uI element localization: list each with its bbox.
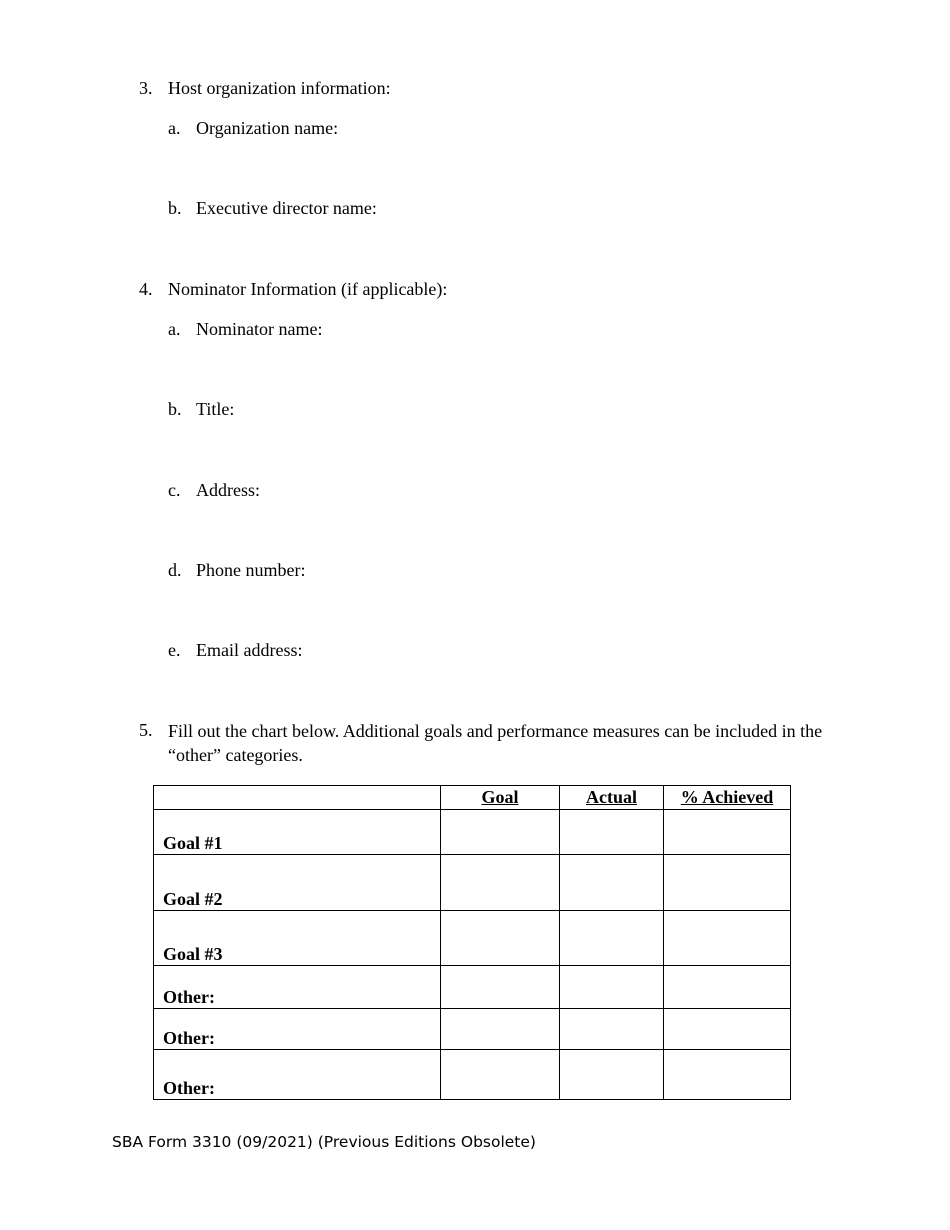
table-header-row: [154, 786, 791, 810]
table-row: [154, 810, 791, 855]
goal-cell[interactable]: [441, 1050, 560, 1100]
goal-cell[interactable]: [441, 966, 560, 1009]
section-3-number: 3.: [139, 78, 153, 98]
actual-cell[interactable]: [560, 911, 664, 966]
section-4-title: Nominator Information (if applicable):: [168, 279, 448, 299]
goal-cell[interactable]: [441, 855, 560, 911]
actual-cell[interactable]: [560, 966, 664, 1009]
row-label-other-2: Other:: [154, 1009, 441, 1050]
section-4b-letter: b.: [168, 399, 182, 419]
table-row: [154, 1009, 791, 1050]
table-row: [154, 855, 791, 911]
row-label-other-1: Other:: [154, 966, 441, 1009]
form-footer: SBA Form 3310 (09/2021) (Previous Editions Obsolete): [112, 1133, 536, 1151]
organization-name-label: Organization name:: [196, 118, 339, 138]
goals-table: [153, 785, 791, 1100]
achieved-cell[interactable]: [664, 966, 791, 1009]
achieved-cell[interactable]: [664, 911, 791, 966]
section-4d-letter: d.: [168, 560, 182, 580]
row-label-other-3: Other:: [154, 1050, 441, 1100]
section-4c-letter: c.: [168, 480, 181, 500]
phone-number-label: Phone number:: [196, 560, 306, 580]
nominator-name-label: Nominator name:: [196, 319, 323, 339]
header-blank: [154, 786, 441, 810]
row-label-goal-3: Goal #3: [154, 911, 441, 966]
title-label: Title:: [196, 399, 235, 419]
actual-cell[interactable]: [560, 1009, 664, 1050]
section-4-number: 4.: [139, 279, 153, 299]
section-3a-letter: a.: [168, 118, 181, 138]
header-goal: Goal: [441, 786, 560, 810]
section-3b-letter: b.: [168, 198, 182, 218]
section-5-instructions: Fill out the chart below. Additional goals and performance measures can be included in the “other” categories.: [168, 721, 823, 765]
goal-cell[interactable]: [441, 1009, 560, 1050]
section-4e-letter: e.: [168, 640, 181, 660]
achieved-cell[interactable]: [664, 855, 791, 911]
section-4a-letter: a.: [168, 319, 181, 339]
goal-cell[interactable]: [441, 810, 560, 855]
actual-cell[interactable]: [560, 855, 664, 911]
section-3-title: Host organization information:: [168, 78, 391, 98]
executive-director-label: Executive director name:: [196, 198, 377, 218]
actual-cell[interactable]: [560, 1050, 664, 1100]
actual-cell[interactable]: [560, 810, 664, 855]
header-actual: Actual: [560, 786, 664, 810]
row-label-goal-1: Goal #1: [154, 810, 441, 855]
header-percent-achieved: % Achieved: [664, 786, 791, 810]
email-address-label: Email address:: [196, 640, 303, 660]
achieved-cell[interactable]: [664, 1009, 791, 1050]
achieved-cell[interactable]: [664, 1050, 791, 1100]
table-row: [154, 911, 791, 966]
row-label-goal-2: Goal #2: [154, 855, 441, 911]
section-5-number: 5.: [139, 720, 153, 740]
goal-cell[interactable]: [441, 911, 560, 966]
table-row: [154, 966, 791, 1009]
achieved-cell[interactable]: [664, 810, 791, 855]
table-row: [154, 1050, 791, 1100]
address-label: Address:: [196, 480, 260, 500]
